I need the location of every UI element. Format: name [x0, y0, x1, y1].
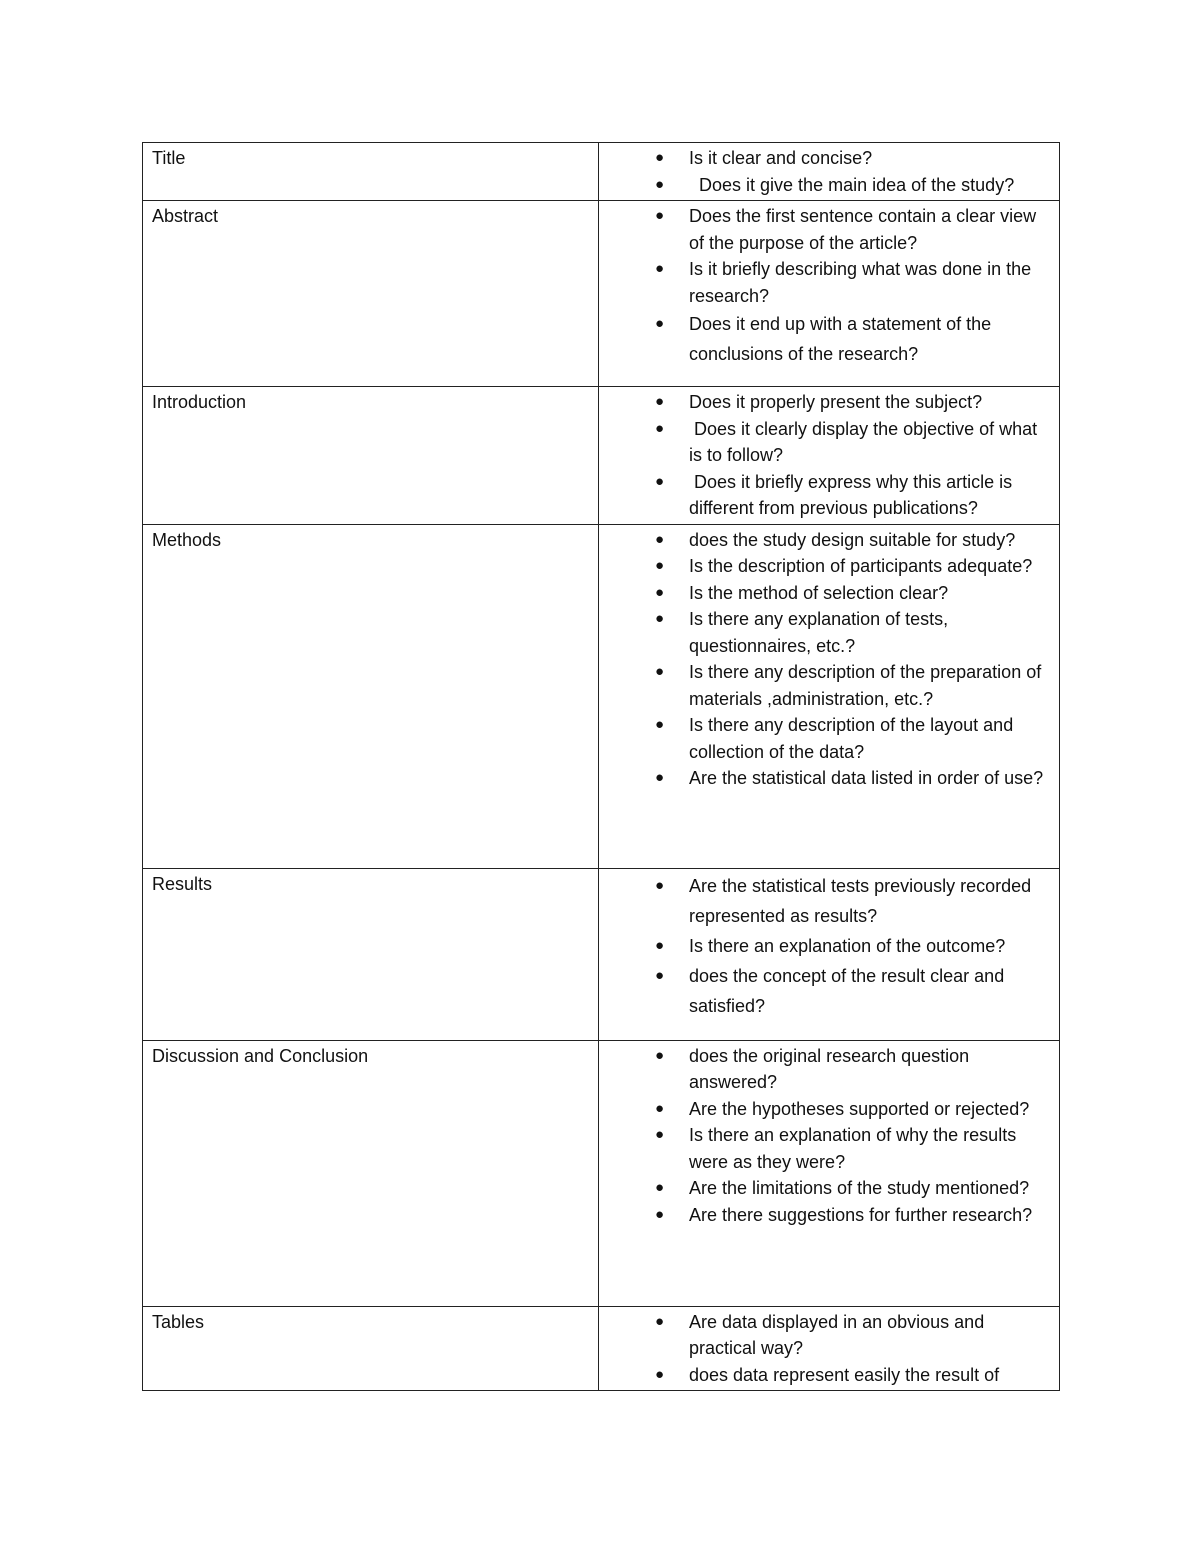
table-row: [143, 868, 1060, 1040]
question-text: Is it clear and concise?: [689, 148, 873, 168]
section-name-cell: Abstract: [143, 201, 599, 387]
bullet-icon: ●: [655, 716, 665, 733]
list-item: [608, 553, 1051, 580]
question-text: Does it briefly express why this article is different from previous publications?: [689, 471, 1018, 518]
question-text: does data represent easily the result of: [689, 1364, 1000, 1385]
list-item: [608, 931, 1051, 961]
table-row: [143, 1306, 1060, 1391]
question-text: Is there an explanation of the outcome?: [689, 935, 1006, 956]
list-item: [608, 203, 1051, 256]
question-text: Are there suggestions for further research?: [689, 1204, 1033, 1225]
question-text: Is there any description of the preparation of materials ,administration, etc.?: [689, 662, 1042, 709]
bullet-icon: ●: [655, 393, 665, 410]
table-row: [143, 201, 1060, 387]
bullet-icon: ●: [655, 557, 665, 574]
bullet-icon: ●: [655, 530, 665, 548]
list-item: [608, 469, 1051, 522]
list-item: [608, 1043, 1051, 1096]
questions-cell: [599, 524, 1060, 868]
list-item: [608, 1175, 1051, 1202]
table-row: [143, 1040, 1060, 1306]
list-item: [608, 765, 1051, 792]
bullet-icon: ●: [655, 315, 665, 332]
review-checklist-table: [142, 142, 1060, 1391]
question-text: Is there any description of the layout and collection of the data?: [689, 715, 1014, 762]
list-item: [608, 606, 1051, 659]
bullet-icon: ●: [655, 1205, 665, 1223]
bullet-icon: ●: [655, 175, 665, 193]
question-text: Are the limitations of the study mentioned?: [689, 1178, 1030, 1198]
bullet-icon: ●: [655, 583, 665, 601]
list-item: [608, 1362, 1051, 1389]
question-text: Is there an explanation of why the results were as they were?: [689, 1125, 1017, 1172]
question-text: Are the hypotheses supported or rejected?: [689, 1098, 1030, 1119]
bullet-icon: ●: [655, 419, 665, 437]
bullet-icon: ●: [655, 149, 665, 166]
questions-cell: [599, 1306, 1060, 1391]
question-text: Does it end up with a statement of the conclusions of the research?: [689, 314, 992, 364]
question-text: Does it clearly display the objective of what is to follow?: [689, 418, 1043, 465]
table-row: [143, 387, 1060, 525]
question-text: Are the statistical data listed in order of use?: [689, 768, 1044, 788]
question-text: does the original research question answered?: [689, 1045, 970, 1092]
questions-cell: [599, 387, 1060, 525]
bullet-icon: ●: [655, 610, 665, 627]
question-list: [608, 145, 1051, 198]
list-item: [608, 389, 1051, 416]
list-item: [608, 145, 1051, 172]
questions-cell: [599, 201, 1060, 387]
questions-cell: [599, 868, 1060, 1040]
question-text: Does the first sentence contain a clear view of the purpose of the article?: [689, 206, 1037, 253]
section-name-cell: Introduction: [143, 387, 599, 525]
list-item: [608, 416, 1051, 469]
list-item: [608, 1122, 1051, 1175]
section-name-cell: Methods: [143, 524, 599, 868]
list-item: [608, 309, 1051, 369]
section-name-cell: Results: [143, 868, 599, 1040]
questions-cell: [599, 1040, 1060, 1306]
list-item: [608, 1202, 1051, 1229]
bullet-icon: ●: [655, 876, 665, 894]
bullet-icon: ●: [655, 663, 665, 680]
bullet-icon: ●: [655, 936, 665, 954]
question-list: [608, 527, 1051, 792]
list-item: [608, 871, 1051, 931]
question-text: Are data displayed in an obvious and practical way?: [689, 1311, 985, 1358]
list-item: [608, 1309, 1051, 1362]
list-item: [608, 961, 1051, 1021]
question-text: Does it properly present the subject?: [689, 392, 983, 412]
question-text: Is the description of participants adequate?: [689, 556, 1033, 576]
section-name-cell: Discussion and Conclusion: [143, 1040, 599, 1306]
list-item: [608, 1096, 1051, 1123]
bullet-icon: ●: [655, 207, 665, 224]
list-item: [608, 256, 1051, 309]
list-item: [608, 712, 1051, 765]
question-text: Is it briefly describing what was done in the research?: [689, 259, 1032, 306]
section-name-cell: Tables: [143, 1306, 599, 1391]
list-item: [608, 659, 1051, 712]
list-item: [608, 580, 1051, 607]
list-item: [608, 172, 1051, 199]
question-text: Are the statistical tests previously recorded represented as results?: [689, 875, 1032, 926]
question-list: [608, 871, 1051, 1021]
questions-cell: [599, 143, 1060, 201]
question-list: [608, 203, 1051, 369]
list-item: [608, 527, 1051, 554]
bullet-icon: ●: [655, 260, 665, 277]
question-list: [608, 1309, 1051, 1389]
table-row: [143, 524, 1060, 868]
question-text: Is the method of selection clear?: [689, 582, 949, 603]
question-list: [608, 1043, 1051, 1229]
question-text: does the study design suitable for study?: [689, 529, 1016, 550]
bullet-icon: ●: [655, 966, 665, 984]
question-text: Is there any explanation of tests, questionnaires, etc.?: [689, 609, 949, 656]
question-list: [608, 389, 1051, 522]
bullet-icon: ●: [655, 1046, 665, 1064]
question-text: Does it give the main idea of the study?: [689, 174, 1015, 195]
question-text: does the concept of the result clear and satisfied?: [689, 965, 1005, 1016]
bullet-icon: ●: [655, 769, 665, 786]
bullet-icon: ●: [655, 1099, 665, 1117]
bullet-icon: ●: [655, 1365, 665, 1383]
bullet-icon: ●: [655, 1126, 665, 1143]
bullet-icon: ●: [655, 1312, 665, 1330]
bullet-icon: ●: [655, 472, 665, 490]
section-name-cell: Title: [143, 143, 599, 201]
bullet-icon: ●: [655, 1179, 665, 1196]
table-row: [143, 143, 1060, 201]
